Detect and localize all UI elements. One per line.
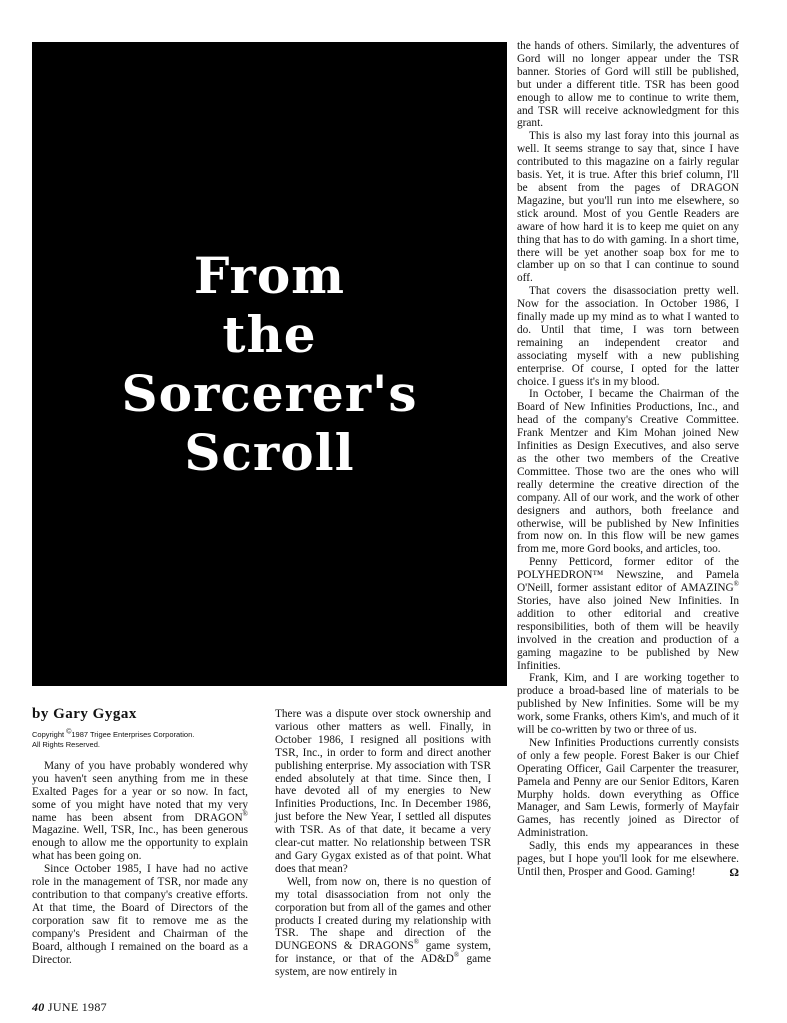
paragraph: New Infinities Productions currently consists of only a few people. Forest Baker is our Chief Operating Officer, Gail Carpenter the treasurer, Pamela and Penny are our Senior Editors, Karen Murphy holds. down everything as Office Manager, and Sam Lewis, formerly of Mayfair Games, has recently joined as Director of Administration. [517, 736, 739, 840]
page-footer [32, 1000, 107, 1015]
paragraph: Well, from now on, there is no question of my total disassociation from not only the corporation but from all of the games and other products I created during my relationship with TSR. The shape and direction of the DUNGEONS & DRAGONS® game system, for instance, or that of the AD&D® game system, are now entirely in [275, 875, 491, 979]
title-line: Sorcerer's [121, 364, 418, 423]
end-mark-icon: Ω [729, 865, 739, 879]
article-title [121, 246, 417, 482]
paragraph: the hands of others. Similarly, the adventures of Gord will no longer appear under the TSR banner. Stories of Gord will still be published, but under a different title. TSR has been good enough to allow me to continue to write them, and TSR will receive acknowledgment for this grant. [517, 40, 739, 130]
paragraph: In October, I became the Chairman of the Board of New Infinities Productions, Inc., and head of the company's Creative Committee. Frank Mentzer and Kim Mohan joined New Infinities as Design Executives, and also serve as the other two members of the Creative Committee. Those two are the ones who will really determine the creative direction of the company. All of our work, and the work of other designers and authors, both freelance and otherwise, will be published by New Infinities from now on. In this flow will be new games from me, more Gord books, and articles, too. [517, 388, 739, 556]
copyright-notice: Copyright ©1987 Trigee Enterprises Corporation. All Rights Reserved. [32, 728, 195, 749]
title-line: From [193, 246, 346, 305]
paragraph: Since October 1985, I have had no active role in the management of TSR, nor made any contribution to that company's creative efforts. At that time, the Board of Directors of the corporation saw fit to remove me as the company's President and Chairman of the Board, although I remained on the board as a Director. [32, 863, 248, 966]
issue-date: JUNE 1987 [47, 1000, 107, 1014]
page-number: 40 [32, 1000, 45, 1014]
paragraph: Sadly, this ends my appearances in these pages, but I hope you'll look for me elsewhere. Until then, Prosper and Good. Gaming! Ω [517, 840, 739, 879]
column-1 [32, 708, 248, 966]
paragraph: That covers the disassociation pretty well. Now for the association. In October 1986, I finally made up my mind as to what I wanted to do. Until that time, I was torn between remaining an independent creator and associating myself with a new publishing enterprise. Of course, I opted for the latter choice. I guess it's in my blood. [517, 285, 739, 388]
paragraph: Many of you have probably wondered why you haven't seen anything from me in these Exalted Pages for a year or so now. In fact, some of you might have noted that my very name has been absent from DRAGON® Magazine. Well, TSR, Inc., has been generous enough to allow me the opportunity to explain what has been going on. [32, 759, 248, 863]
title-panel [32, 42, 507, 686]
paragraph: Penny Petticord, former editor of the POLYHEDRON™ Newszine, and Pamela O'Neill, former assistant editor of AMAZING® Stories, have also joined New Infinities. In addition to other editorial and creative responsibilities, both of them will be heavily involved in the creation and production of a gaming magazine to be published by New Infinities. [517, 556, 739, 672]
column-3 [517, 40, 739, 879]
byline: by Gary Gygax [32, 706, 137, 722]
column-2 [275, 708, 491, 979]
title-line: the [222, 305, 317, 364]
paragraph: There was a dispute over stock ownership and various other matters as well. Finally, in October 1986, I resigned all positions with TSR, Inc., in order to form and direct another publishing enterprise. My association with TSR ended absolutely at that time. Since then, I have devoted all of my energies to New Infinities Productions, Inc. In December 1986, just before the New Year, I settled all disputes with TSR. As of that date, it became a very clear-cut matter. No relationship between TSR and Gary Gygax existed as of that point. What does that mean? [275, 708, 491, 875]
title-line: Scroll [184, 423, 355, 482]
paragraph: This is also my last foray into this journal as well. It seems strange to say that, since I have contributed to this magazine on a fairly regular basis. Yet, it is true. After this brief column, I'll be absent from the pages of DRAGON Magazine, but you'll run into me elsewhere, so stick around. Most of you Gentle Readers are aware of how hard it is to keep me quiet on any thing that has to do with gaming. In a short time, there will be yet another soap box for me to clamber up on so that I can continue to sound off. [517, 130, 739, 285]
paragraph: Frank, Kim, and I are working together to produce a broad-based line of materials to be published by New Infinities. Some will be my work, some Franks, others Kim's, and much of it will be co-written by two or three of us. [517, 672, 739, 737]
